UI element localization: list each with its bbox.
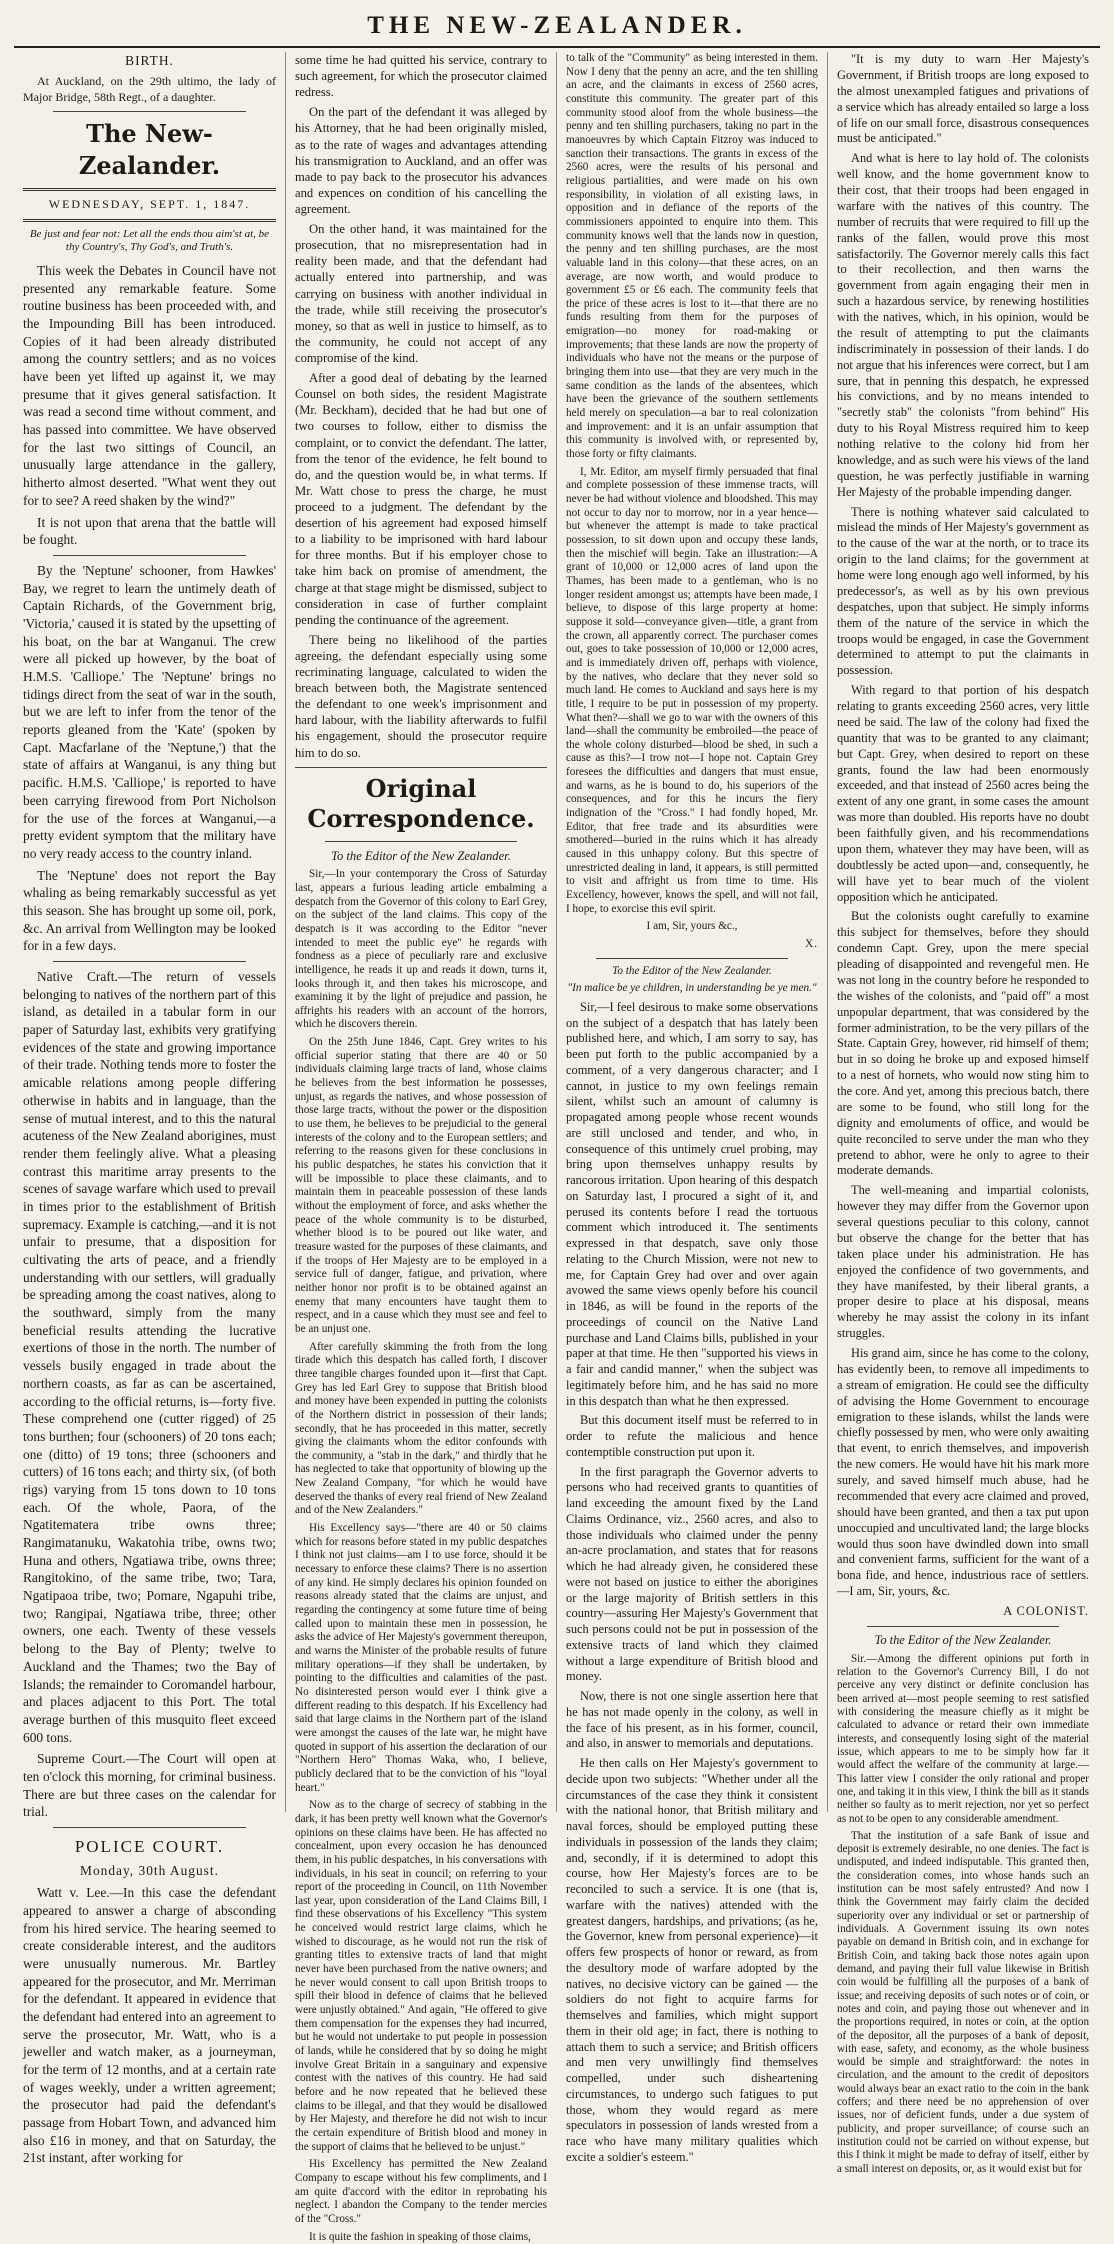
article-paragraph: There being no likelihood of the parties agreeing, the defendant especially using some recriminating language, calculated to widen the breach between both, the Magistrate sentenced the defendant to one week's imprisonment and hard labour, with the liability afterwards to fulfil his engagement, should the prosecutor require him to do so. bbox=[295, 632, 547, 760]
divider bbox=[295, 767, 547, 768]
letter-address: To the Editor of the New Zealander. bbox=[874, 1632, 1052, 1647]
birth-heading: BIRTH. bbox=[125, 53, 174, 68]
divider bbox=[53, 111, 246, 112]
letter-body bbox=[295, 868, 547, 2244]
article-paragraph: In the first paragraph the Governor adverts to persons who had received grants to quantities of land exceeding the amount fixed by the Land Claims Ordinance, viz., 2560 acres, and also to those individuals who claimed under the penny an-acre proclamation, and states that for reasons which he had already given, he considered these were not based on justice to either the aborigines or the large majority of British settlers in this country—assuring Her Majesty's Government that such persons could not be put in possession of the extensive tracts of land which they claimed without a large expenditure of British blood and money. bbox=[566, 1464, 818, 1684]
article-paragraph: His Excellency has permitted the New Zealand Company to escape without his few compliments, and I am quite d'accord with the editor in reprobating his neglect. I abandon the Company to the tender mercies of the "Cross." bbox=[295, 2158, 547, 2225]
article-paragraph: On the other hand, it was maintained for the prosecution, that no misrepresentation had in reality been made, and that the defendant had actually entered into partnership, and was carrying on business with another individual in the trade, while still receiving the prosecutor's money, so that as well in justice to himself, as to the community, he could not accept of any compromise of the kind. bbox=[295, 222, 547, 365]
article-paragraph: His grand aim, since he has come to the colony, has evidently been, to remove all impediments to a stream of emigration. He could see the difficulty of advising the Home Government to encourage emigration to these islands, whilst the lands were chiefly possessed by men, who were only awaiting that event, to enrich themselves, and impoverish the new comers. He would have hit his mark more surely, and saved himself much abuse, had he recommended that every acre claimed and proved, should have been granted, and then a tax put upon unoccupied and uncultivated land; the large blocks would thus soon have dwindled down into small and convenient farms, sufficient for the want of a bona fide, and hence, industrious race of settlers.—I am, Sir, yours, &c. bbox=[837, 1346, 1089, 1599]
article-paragraph: Watt v. Lee.—In this case the defendant appeared to answer a charge of absconding from his hired service. The hearing seemed to create considerable interest, and the auditors were unusually numerous. Mr. Bartley appeared for the prosecutor, and Mr. Merriman for the defendant. It appeared in evidence that the defendant had entered into an agreement to serve the prosecutor, Mr. Watt, who is a jeweller and watch maker, as a journeyman, for the term of 12 months, and at a certain rate of wages weekly, under a written agreement; the prosecutor had paid the defendant's passage from Hobart Town, and advanced him also £16 in money, and that on Saturday, the 21st instant, after working for bbox=[23, 1885, 276, 2166]
article-paragraph: This week the Debates in Council have not presented any remarkable feature. Some routine business has been proceeded with, and the Impounding Bill has been introduced. Copies of it had been already distributed among the country settlers; and as no voices have been yet lifted up against it, we may presume that it gives general satisfaction. It was read a second time without comment, and has passed into committee. We have observed for the last two sittings of Council, an unusually large attendance in the gallery, hitherto almost deserted. "What went they out for to see? A reed shaken by the wind?" bbox=[23, 262, 276, 508]
divider bbox=[23, 219, 276, 222]
article-paragraph: It is not upon that arena that the battle will be fought. bbox=[23, 514, 276, 548]
letter-signature: A COLONIST. bbox=[1003, 1604, 1089, 1618]
article-paragraph: By the 'Neptune' schooner, from Hawkes' Bay, we regret to learn the untimely death of Captain Richards, of the Government brig, 'Victoria,' caused it is stated by the upsetting of his boat, on the bar at Wanganui. The crew were all picked up however, by the boat of H.M.S. 'Calliope.' The 'Neptune' brings no tidings direct from the seat of war in the south, but we are left to infer from the tenor of the reports gleaned from the 'Kate' (spoken by Capt. Macfarlane of the 'Neptune,') that the state of affairs at Wanganui, is any thing but pacific. H.M.S. 'Calliope,' is reported to have been carrying firewood from Port Nicholson for the use of the forces at Wanganui,—a pretty evident symptom that the military have no very ready access to the country inland. bbox=[23, 562, 276, 861]
column-4 bbox=[827, 52, 1098, 2175]
divider bbox=[867, 1626, 1059, 1627]
letter-address: To the Editor of the New Zealander. bbox=[331, 849, 511, 864]
article-paragraph: Native Craft.—The return of vessels belonging to natives of the northern part of this island, as detailed in a tabular form in our paper of Saturday last, exhibits very gratifying evidences of the state and growing importance of their trade. Nothing tends more to foster the amicable relations among people differing otherwise in habits and in language, than the sense of mutual interest, and to this the natural acuteness of the New Zealand aborigines, must render them feelingly alive. What a pleasing contrast this maritime array presents to the scenes of savage warfare which used to prevail in times prior to the establishment of British supremacy. Example is catching,—and it is not unfair to presume, that a disposition for cultivating the arts of peace, and a friendly understanding with our settlers, will gradually be spreading among the coast natives, along to the southward, simply from the many beneficial results attending the lucrative exertions of those in the north. The number of vessels busily engaged in trade about the northern coasts, as far as can be ascertained, according to the official returns, is—forty five. These comprehend one (cutter rigged) of 25 tons burthen; four (schooners) of 20 tons each; one (ditto) of 19 tons; three (schooners and cutters) of 16 tons each; and thirty six, (of both rigs) varying from 15 tons down to 10 tons each. Of the whole, Paora, of the Ngatitematera tribe owns three; Rangimatanuku, Wakatohia tribe, owns two; Huna and others, Ngatiawa tribe, owns three; Rangitokino, of the same tribe, two; Tara, Ngatipaoa tribe, two; Pomare, Ngapuhi tribe, two; Rangipai, Ngatiawa tribe, three; other owners, one each. Twenty of these vessels belong to the Bay of Plenty; twelve to Auckland and the Thames; two the Bay of Islands; the remainder to Coromandel harbour, and places adjacent to this Port. The total average burthen of this musquito fleet exceed 600 tons. bbox=[23, 969, 276, 1745]
column-1 bbox=[14, 52, 285, 2166]
masthead-rule bbox=[14, 46, 1100, 48]
article-paragraph: The well-meaning and impartial colonists, however they may differ from the Governor upon several questions peculiar to this colony, cannot but observe the change for the better that has taken place under his administration. He has enjoyed the confidence of two governments, and they have manifested, by their liberal grants, a proper desire to place at his disposal, means whereby he may assist the colony in its infant struggles. bbox=[837, 1183, 1089, 1341]
article-paragraph: On the 25th June 1846, Capt. Grey writes to his official superior stating that there are 40 or 50 individuals claiming large tracts of land, whose claims he believes from the best information he possesses, unjust, as regards the natives, and whose possession of those large tracts, without the power or the disposition to use them, he believes to be prejudicial to the general interests of the colony and to the European settlers; and referring to the reasons given for these conclusions in his public despatches, he states his conviction that it will be impossible to place these claimants, and to maintain them in peaceable possession of these lands without the employment of force, and asks whether the peace of the whole community is to be disturbed, whether blood is to be poured out like water, and treasure wasted for the purposes of these claimants, and if the troops of Her Majesty are to be employed in a service full of danger, fatigue, and privation, where neither honor nor profit is to be obtained against an enemy that many encounters have taught them to respect, and in a cause which they must see and feel to be an unjust one. bbox=[295, 1036, 547, 1335]
section-heading: Original Correspondence. bbox=[307, 773, 535, 834]
letter-body bbox=[566, 1000, 818, 2166]
dateline: WEDNESDAY, SEPT. 1, 1847. bbox=[48, 196, 251, 211]
article-paragraph: Now, there is not one single assertion here that he has not made openly in the colony, as well in the face of his present, as in his former, council, and also, in answer to memorials and deputations. bbox=[566, 1689, 818, 1751]
motto: Be just and fear not: Let all the ends thou aim'st at, be thy Country's, Thy God's, and Truth's. bbox=[29, 227, 270, 253]
article-paragraph: But this document itself must be referred to in order to refute the malicious and hence contemptible construction put upon it. bbox=[566, 1413, 818, 1459]
article-paragraph: After a good deal of debating by the learned Counsel on both sides, the resident Magistrate (Mr. Beckham), decided that he had but one of two courses to follow, either to dismiss the complaint, or to convict the defendant. The latter, from the tenor of the evidence, he felt bound to do, and the question would be, in what terms. If Mr. Watt chose to press the charge, he must proceed to a judgment. The defendant by the desertion of his agreement had exposed himself to a liability to be imprisoned with hard labour for three months. But if his employer chose to take him back on promise of amendment, the charge at that stage might be dismissed, subject to consideration in case of further complaint pending the continuance of the agreement. bbox=[295, 371, 547, 627]
columns bbox=[14, 52, 1100, 2243]
article-paragraph: With regard to that portion of his despatch relating to grants exceeding 2560 acres, very little need be said. The law of the colony had fixed the quantity that was to be granted to any claimant; but Capt. Grey, when desired to report on these grants, found the law had been enormously exceeded, and that instead of 2560 acres being the extent of any one grant, in some cases the amount was more than doubled. His reports have no doubt been faithfully given, and his recommendations upon them, whatever they may have been, will as doubtlessly be acted upon—and, consequently, he will have yet to bear much of the violent opposition which he anticipated. bbox=[837, 683, 1089, 904]
column-3 bbox=[556, 52, 827, 2164]
article-paragraph: That the institution of a safe Bank of issue and deposit is extremely desirable, no one denies. The fact is undisputed, and indeed indisputable. This granted then, the consideration comes, into whose hands such an institution can be most safely entrusted? And now I think the Government may fairly claim the decided superiority over any individual or set or partnership of individuals. A Government issuing its own notes payable on demand in British coin, and in exchange for British Coin, and taking back those notes again upon demand, and paying their full value likewise in British coin would be fulfilling all the purposes of a bank of issue; and receiving deposits of such notes or of coin, or notes and coin, and paying those out whenever and in the proportions required, in notes or coin, at the option of the depositor, all the purposes of a bank of deposit, with ease, safety, and economy, as the whole business would be simple and straightforward: the notes in circulation, and the amount to the credit of depositors would always bear an exact ratio to the coin in the bank coffers; and there need be no apprehension of over issues, nor of deficient funds, under a due system of publicity, and proper surveillance; of course such an institution could not be carried on without expense, but this I think it might be made to defray of itself, either by a small interest on deposits, or, as it would exist but for bbox=[837, 1829, 1089, 2175]
article-paragraph: His Excellency says—"there are 40 or 50 claims which for reasons before stated in my public despatches I think not just claims—am I to use force, should it be necessary to enforce these claims? There is no assertion of any kind. He simply declares his opinion founded on reasons already stated that the claims are unjust, and regarding the contingency at some future time of being called upon to maintain these men in possession, he asks the advice of Her Majesty's government thereupon, and warns the Minister of the probable results of future military operations—if they shall be undertaken, by pointing to the difficulties and calamities of the past. No disinterested person would ever I think give a different reading to this despatch. If his Excellency had said that large claims in the Northern part of the island were amongst the causes of the late war, he might have quoted in support of his assertion the declaration of our "Northern Hero" Thomas Waka, who, I believe, publicly declared that to be the conviction of his "loyal heart." bbox=[295, 1522, 547, 1794]
masthead: THE NEW-ZEALANDER. bbox=[367, 12, 747, 39]
divider bbox=[53, 1827, 246, 1828]
article-paragraph: There is nothing whatever said calculated to mislead the minds of Her Majesty's government as to the cause of the war at the north, or to trace its origin to the land claims; for the government at home were long enough ago well informed, by his predecessor's, as well as by his own previous despatches, upon that subject. He simply informs them of the nature of the service in which the troops would be engaged, in case the Government determined to attempt to put the claimants in possession. bbox=[837, 504, 1089, 678]
article-paragraph: Sir.—Among the different opinions put forth in relation to the Governor's Currency Bill, I do not perceive any very distinct or definite conclusion has been arrived at—most people seeming to rest satisfied with considering the measure chiefly as it might be calculated to advance or retard their own immediate interests, and consequently losing sight of the material issue, which appears to me to be simply how far it would affect the welfare of the community at large.—This latter view I consider the only rational and proper one, and taking it in this view, I think the bill as it stands neither so faulty as to merit rejection, nor yet so perfect as not to be open to any considerable amendment. bbox=[837, 1652, 1089, 1825]
article-paragraph: Supreme Court.—The Court will open at ten o'clock this morning, for criminal business. There are but three cases on the calendar for trial. bbox=[23, 1751, 276, 1820]
article-paragraph: But the colonists ought carefully to examine this subject for themselves, before they should condemn Capt. Grey, upon the mere special pleading of disappointed and revengeful men. He was not long in the country before he responded to the wishes of the colonists, and "paid off" a most unpopular department, that was considered by the former administration, to be the very pillars of the State. Captain Grey, however, rid himself of them; but in so doing he broke up and exposed himself to a nest of hornets, who would now sting him to the core. And yet, among this precious batch, there are some to be found, who still long for the dignity and emoluments of office, and would be quite reconciled to serve under the man who they pretend to abhor, were he only to agree to their moderate demands. bbox=[837, 909, 1089, 1178]
letter-closing: I am, Sir, yours &c., bbox=[646, 920, 738, 933]
article-paragraph: He then calls on Her Majesty's government to decide upon two subjects: "Whether under all the circumstances of the case they think it consistent with the national honor, that British military and naval forces, should be employed putting these individuals in possession of the lands they claim; and, secondly, if it is determined to adopt this course, how Her Majesty's forces are to be reconciled to such a service. It is one (that is, warfare with the natives) attended with the greatest dangers, hardships, and privations; (as he, the Governor, knew from personal experience)—it offers few prospects of honor or reward, as from the desultory mode of warfare adopted by the natives, no decisive victory can be gained — the soldiers do not fight to acquire farms for themselves and families, which might support them in their old age; in fact, there is nothing to attach them to such a service; and British officers and men very unwillingly find themselves compelled, under such disheartening circumstances, to undergo such fatigues to put those, whom they would regard as mere speculators in possession of lands wrested from a race who have many military qualities which excite a soldier's esteem." bbox=[566, 1756, 818, 2164]
article-paragraph: The 'Neptune' does not report the Bay whaling as being remarkably successful as yet this season. She has brought up some oil, pork, &c. An arrival from Wellington may be looked for in a few days. bbox=[23, 867, 276, 954]
section-date: Monday, 30th August. bbox=[80, 1863, 219, 1879]
article-paragraph: After carefully skimming the froth from the long tirade which this despatch has called forth, I discover three tangible charges founded upon it—first that Capt. Grey has led Earl Grey to suppose that British blood and money have been expended in putting the colonists of the Northern district in possession of their lands; secondly, that he has proceeded in this matter, secretly giving the claimants whom the editor confounds with the community, a "stab in the dark," and thirdly that he has neglected to take that opportunity of blowing up the New Zealand Company, "for which he would have deserved the thanks of every real friend of New Zealand and of the New Zealanders." bbox=[295, 1340, 547, 1517]
paper-title: The New-Zealander. bbox=[78, 119, 221, 181]
article-paragraph: It is quite the fashion in speaking of those claims, bbox=[309, 2230, 531, 2243]
article-paragraph: Sir,—I feel desirous to make some observations on the subject of a despatch that has lately been published here, and which, I am sorry to say, has been put forth to the public accompanied by a comment, of a very dangerous character; and I cannot, in justice to my own feelings remain silent, whilst such an amount of calumny is propagated among people whose recent wounds are still unclosed and tender, and who, in consequence of this untimely cruel probing, may bring upon themselves unhappy results by rancorous irritation. Upon hearing of this despatch on Saturday last, I procured a sight of it, and perused its contents before I read the tortuous comment which introduced it. The sentiments expressed in that despatch, save only those relating to the Church Mission, were not new to me, for Captain Grey had over and over again avowed the same views openly before his council in 1846, as will be found in the reports of the proceedings of council on the Native Land purchase and Land Claims bills, published in your paper at that time. He then "supported his views in a fair and candid manner," when the subject was legitimately before him, and he has said no more in this despatch than what he then expressed. bbox=[566, 999, 818, 1408]
divider bbox=[596, 958, 788, 959]
article-paragraph: "It is my duty to warn Her Majesty's Government, if British troops are long exposed to the almost unexampled fatigues and privations of a service which has already entailed so large a loss of life on our small force, disastrous consequences must be anticipated." bbox=[837, 52, 1089, 146]
article-paragraph: some time he had quitted his service, contrary to such agreement, for which the prosecutor claimed redress. bbox=[295, 53, 547, 100]
article-paragraph: Now as to the charge of secrecy of stabbing in the dark, it has been pretty well known what the Governor's opinions on these claims have been. He has affected no concealment, upon every occasion he has denounced them, in his public despatches, in his conversations with individuals, in his seat in council; on referring to your report of the proceeding in Council, on 11th November last year, upon consideration of the Land Claims Bill, I find these observations of his Excellency "This system he conceived would restrict large claims, which he wished to discourage, as he would not run the risk of granting titles to extensive tracts of land that might never have been purchased from the native owners; and he never would consent to call upon British troops to spill their blood in defence of claims that he believed were unjustly obtained." And again, "He offered to give them compensation for the expenses they had incurred, but he would not undertake to put people in possession of lands, while he considered that by so doing he might involve Great Britain in a sanguinary and expensive contest with the natives of this country. He had said before and he now repeated that he believed these claims to be illegal, and that they would be disallowed by Her Majesty, and therefore he did not wish to incur the certain expenditure of British blood and money in the support of claims that he believed to be unjust." bbox=[295, 1799, 547, 2153]
article-paragraph: to talk of the "Community" as being interested in them. Now I deny that the penny an acre, and the ten shilling an acre, and the claimants in excess of 2560 acres, constitute this community. The greater part of this community stood aloof from the whole business—the penny and ten shilling purchasers, taking no part in the manoeuvres by which Captain Fitzroy was induced to sanction their transactions. The grants in excess of the 2560 acres, were the results of his personal and religious partialities, and were made on his own responsibility, in violation of all existing laws, in opposition and in defiance of the reports of the commissioners appointed to enquire into them. This community knows well that the lands now in question, the penny and ten shilling purchases, are the most valuable land in this colony—that these acres, on an average, are now worth, and would produce to government £5 or £6 each. The community feels that the price of these acres is lost to it—that there are no funds resulting from them for the purposes of emigration—no money for road-making or improvements; that these lands are now the property of individuals who have not the means or the purpose of bringing them into use—that they are very much in the same condition as the lands of the absentees, which have been the grievance of the southern settlements held merely on speculation—a bar to real colonization and improvement: and it is an unfair assumption that this community is involved with, or represented by, those forty or fifty claimants. bbox=[566, 52, 818, 461]
article-paragraph: Sir,—In your contemporary the Cross of Saturday last, appears a furious leading article embalming a despatch from the Governor of this colony to Earl Grey, on the subject of the land claims. This copy of the despatch is it was according to the Editor "never intended to meet the public eye" he regards with fondness as a piece of peculiarly rare and exclusive intelligence, he reads it up and reads it down, turns it, looks through it, and then takes his microscope, and examining it by the light of prejudice and passion, he affrights his readers with an account of the horrors, which he discovers therein. bbox=[295, 868, 547, 1031]
divider bbox=[53, 961, 246, 962]
epigraph: "In malice be ye children, in understanding be ye men." bbox=[567, 982, 817, 995]
section-heading: POLICE COURT. bbox=[74, 1837, 225, 1857]
divider bbox=[53, 555, 246, 556]
article-paragraph: And what is here to lay hold of. The colonists well know, and the home government know to their cost, that their troops had been engaged in warfare with the natives of this country. The number of recruits that were required to fill up the ranks of the fallen, would prove this most satisfactorily. The Governor merely calls this fact to their recollection, and then warns the government from again engaging their men in such a hazardous service, by renewing hostilities with the natives, which, in his opinion, would be the result of attempting to put the claimants indiscriminately in possession of their lands. I do not argue that his inferences were correct, but I am sure, that in penning this despatch, he expressed his convictions, and by no means intended to "secretly stab" the colonists "from behind" His duty to his Royal Mistress required him to keep nothing relative to the colony hid from her knowledge, and as such were his views of the land question, he was perfectly justifiable in warning Her Majesty of the probable impending danger. bbox=[837, 151, 1089, 499]
divider bbox=[23, 188, 276, 191]
article-paragraph: I, Mr. Editor, am myself firmly persuaded that final and complete possession of these immense tracts, will never be had without violence and bloodshed. This may not occur to day nor to morrow, nor in a year hence—but whenever the attempt is made to take practical possession, to sit down upon and occupy these lands, then the mischief will begin. Take an illustration:—A grant of 10,000 or 12,000 acres of land upon the Thames, has been made to a gentleman, who is no longer resident amongst us; attempts have been made, I believe, to dispose of this large property at home: suppose it sold—conveyance given—title, a grant from the crown, all apparently correct. The purchaser comes out, goes to take possession of 10,000 or 12,000 acres, and is immediately driven off, perhaps with violence, by the natives, who declare that they never sold so much land. He comes to Auckland and says here is my title, I require to be put in possession of my property. What then?—shall we go to war with the owners of this land—shall the community be embroiled—the peace of the whole colony disturbed—blood be shed, in such a cause as this?—I trow not—I hope not. Captain Grey foresees the difficulties and dangers that must ensue, and warns, as he is bound to do, his superiors of the consequences, and for this he incurs the fiery indignation of the "Cross." I had fondly hoped, Mr. Editor, that free trade and its absurdities were smothered—buried in the ruins which it has already caused in this unhappy colony. But this spectre of unrestricted dealing in land, it appears, is still permitted to visit and affright us from time to time. His Excellency, however, knows the spell, and will not fail, I hope, to exorcise this evil spirit. bbox=[566, 465, 818, 915]
article-paragraph: On the part of the defendant it was alleged by his Attorney, that he had been originally misled, as to the rate of wages and advantages attending his transmigration to Auckland, and an offer was made to pay back to the prosecutor his advances and expences on condition of his cancelling the agreement. bbox=[295, 105, 547, 216]
letter-signature: X. bbox=[805, 938, 818, 950]
birth-notice: At Auckland, on the 29th ultimo, the lady of Major Bridge, 58th Regt., of a daughter. bbox=[23, 73, 276, 104]
letter-address: To the Editor of the New Zealander. bbox=[612, 964, 772, 977]
letter-body bbox=[837, 1653, 1089, 2176]
column-2 bbox=[285, 52, 556, 2243]
divider bbox=[325, 841, 517, 842]
